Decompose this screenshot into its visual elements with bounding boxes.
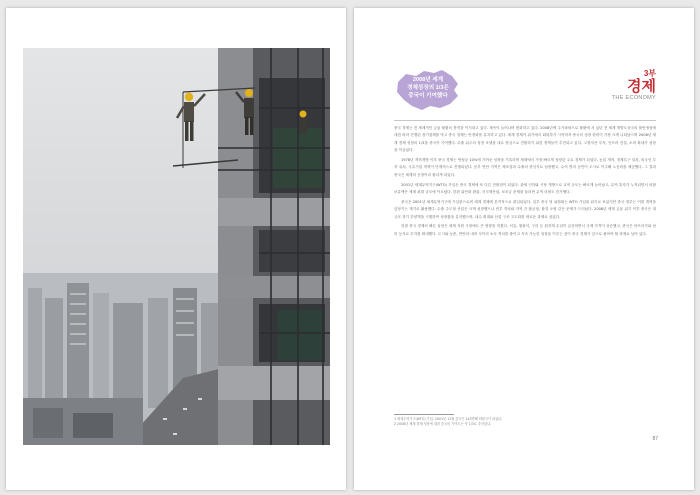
- footnote: 2 2008년 세계 경제 성장에 대한 중국의 기여도는 약 1/3로 추산된다.: [394, 422, 492, 427]
- paragraph: 1978년 개혁개방 이후 중국 경제는 연평균 10%에 가까운 성장을 기록하며 세계에서 가장 빠르게 성장한 주요 경제가 되었다. 농업 개혁, 경제특구 설치, 외국인 투자 유치, 국유기업 개혁이 단계적으로 진행되었다. 동부 연안 지역은 제조업과 수출의 중심지로 성장했고, 수억 명의 농민이 도시로 이주해 노동력을 제공했다. 그 결과 중국은 세계의 공장이라 불리게 되었다.: [394, 158, 656, 177]
- paragraph: 2001년 세계무역기구(WTO) 가입은 중국 경제에 또 다른 전환점이 되었다. 관세 인하와 시장 개방으로 교역 규모는 빠르게 늘어났고, 무역 흑자가 누적되면서 외환 보유액은 세계 최대 규모에 이르렀다. 한편 위안화 환율, 지식재산권, 보조금 문제를 둘러싼 무역 마찰도 증가했다.: [394, 182, 656, 194]
- chapter-subtitle: THE ECONOMY: [611, 95, 656, 101]
- body-text: [394, 125, 656, 240]
- paragraph: 중국 경제는 전 세계적인 금융 불황의 충격을 이겨내고 있다. 계속이 늘어나며 변화하고 있다. 2008년에 주가폭락으로 불황에 서 있던 전 세계 개발도상국의 불안정성에 대한 따라 진행된 경기침체를 막고 중국 경제는 안정화를 유지하고 있다. 세계 경제가 위기에서 회복하기 시작하자 중국의 성장 탄력이 가장 크게 나타났으며 2008년 세계 경제 성장의 1/3을 중국이 기여했다. 수출 위주의 성장 모델을 내수 중심으로 전환하기 위한 정책들이 추진되고 있다. 고정자산 투자, 인프라 건설, 소비 확대가 성장을 이끌었다.: [394, 126, 656, 153]
- footnote-divider: [394, 414, 454, 415]
- construction-worker-photo: [23, 48, 330, 445]
- chapter-title: 경제: [627, 78, 656, 95]
- paragraph: 중국은 2001년 세계무역기구에 가입함으로써 세계 경제에 본격적으로 편입되었다. 일부 중국 당 위원회는 WTO 가입을 위기로 보았지만 중국 정부는 이를 개혁을 앞당기는 계기로 활용했다. 수출 주도형 산업은 크게 성장했으나 빈부 격차와 지역 간 불균형, 환경 오염 같은 문제가 드러났다. 2008년 세계 금융 위기 이후 중국은 대규모 경기 부양책을 시행하여 성장률을 유지했으며, 내수 확대와 산업 구조 고도화를 새로운 과제로 삼았다.: [394, 199, 656, 219]
- heading-divider: [394, 120, 656, 121]
- chapter-number: 3부: [643, 69, 656, 78]
- chapter-heading: [612, 68, 656, 101]
- skyline-scaffold-image: [23, 48, 330, 445]
- left-page: [6, 8, 346, 490]
- map-caption: 2008년 세계 경제성장의 1/3은 중국이 기여했다: [407, 77, 449, 100]
- right-page: [354, 8, 694, 490]
- paragraph: 한편 중국 경제의 빠른 성장은 세계 자원 시장에도 큰 영향을 미쳤다. 석유, 철광석, 구리 등 원자재 수입이 급증하면서 국제 가격이 상승했고, 중국은 아프리카와 남미 등지로 투자를 확대했다. 도시와 농촌, 연안과 내륙 사이의 소득 격차를 줄이고 지속 가능한 성장을 이루는 것이 중국 경제가 앞으로 풀어야 할 과제로 남아 있다.: [394, 224, 656, 236]
- footnote: 1 세계무역기구(WTO) 가입: 2001년 12월 중국은 143번째 회원국이 되었다.: [394, 417, 503, 421]
- page-number: 87: [652, 436, 658, 442]
- worker-figure: [299, 111, 307, 135]
- footnotes: [394, 417, 656, 428]
